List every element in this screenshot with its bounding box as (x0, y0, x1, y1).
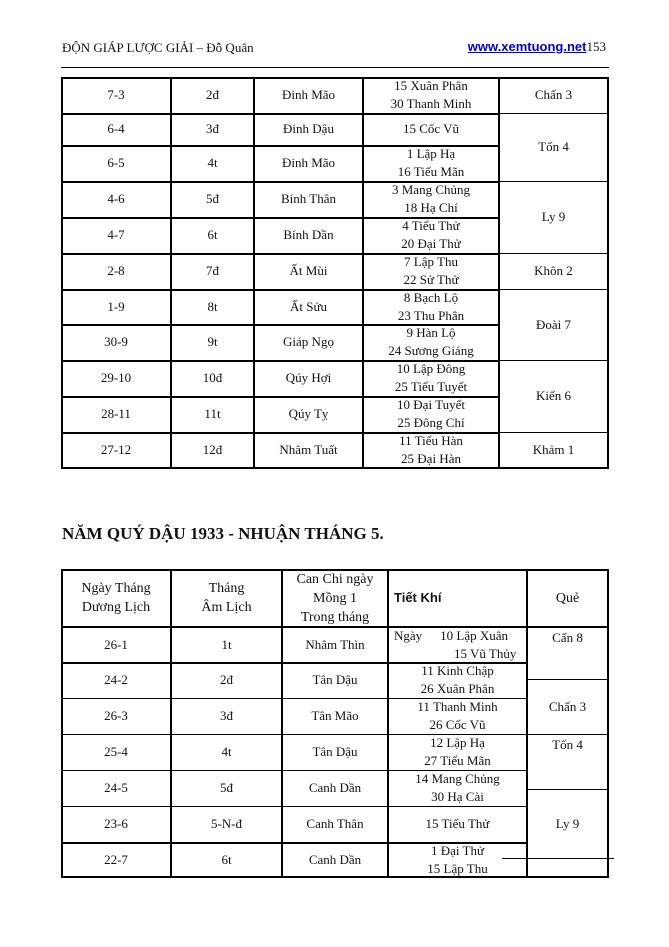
can-chi-cell (254, 289, 363, 324)
tiet-khi-line: 27 Tiểu Mãn (424, 753, 491, 768)
can-chi: Ất Sửu (289, 298, 328, 314)
solar-date: 27-12 (100, 442, 132, 457)
lunar-month: 3đ (206, 121, 219, 136)
tiet-khi-line: 14 Mang Chủng (415, 771, 500, 786)
que-cell (527, 679, 608, 734)
lunar-month-cell (171, 253, 254, 289)
tiet-khi-line: 22 Sử Thử (403, 272, 459, 287)
tiet-khi-cell (363, 324, 499, 360)
lunar-month-cell (171, 806, 282, 842)
lunar-month: 11t (204, 406, 221, 421)
tiet-khi-line: 11 Kinh Chập (421, 663, 494, 678)
tiet-khi-cell (363, 181, 499, 217)
website-link[interactable]: www.xemtuong.net (467, 39, 587, 54)
solar-date: 4-7 (107, 227, 125, 242)
que-label: Chấn 3 (548, 698, 587, 714)
solar-date: 25-4 (104, 744, 128, 759)
solar-date-cell (61, 662, 171, 698)
tiet-khi-line: 15 Xuân Phân (394, 78, 468, 93)
solar-date: 7-3 (107, 87, 125, 102)
can-chi-cell (254, 77, 363, 113)
tiet-khi-line: 16 Tiểu Mãn (397, 164, 465, 179)
lunar-month: 4t (221, 744, 232, 759)
lunar-month: 1t (221, 636, 232, 652)
tiet-khi-cell (363, 360, 499, 396)
can-chi: Đinh Mão (281, 155, 336, 170)
can-chi: Tân Dậu (312, 744, 358, 759)
day-prefix: Ngày (394, 628, 423, 643)
solar-date-cell (61, 698, 171, 734)
header-can-chi (282, 569, 388, 627)
can-chi-cell (282, 806, 388, 842)
can-chi: Qúy Hợi (285, 370, 332, 385)
can-chi-cell (254, 324, 363, 360)
solar-date: 6-4 (107, 121, 125, 136)
que-label: Khôn 2 (534, 263, 573, 278)
solar-date: 29-10 (100, 370, 132, 385)
solar-date: 24-2 (104, 672, 128, 687)
solar-date-cell (61, 324, 171, 360)
tiet-khi-line: 15 Vũ Thủy (454, 646, 517, 661)
document-header-title: ĐỘN GIÁP LƯỢC GIẢI – Đỗ Quân (62, 40, 254, 55)
que-label: Khảm 1 (532, 442, 575, 457)
lunar-month-cell (171, 627, 282, 662)
solar-date: 1-9 (107, 298, 125, 314)
solar-date-cell (61, 770, 171, 806)
solar-date: 2-8 (107, 263, 125, 278)
tiet-khi-line: 25 Đại Hàn (401, 451, 461, 466)
tiet-khi-line: 30 Thanh Minh (390, 96, 472, 111)
tiet-khi-line: 10 Đại Tuyết (397, 397, 465, 412)
que-cell (527, 789, 608, 858)
lunar-month: 9t (207, 334, 218, 349)
solar-date-cell (61, 842, 171, 877)
tiet-khi-line: 10 Lập Xuân (440, 628, 509, 643)
document-header-right (468, 39, 606, 55)
solar-date-cell (61, 360, 171, 396)
can-chi: Đinh Mão (281, 87, 336, 102)
lunar-month-cell (171, 324, 254, 360)
lunar-month-cell (171, 698, 282, 734)
lunar-month-cell (171, 217, 254, 253)
tiet-khi-cell (363, 396, 499, 432)
tiet-khi-cell (388, 842, 527, 877)
can-chi: Canh Dần (308, 851, 362, 867)
que-label: Tốn 4 (538, 139, 569, 154)
solar-date: 22-7 (104, 851, 128, 867)
tiet-khi-line: 15 Cốc Vũ (402, 121, 460, 136)
que-cell (499, 253, 608, 289)
solar-date: 6-5 (107, 155, 125, 170)
tiet-khi-cell (363, 217, 499, 253)
can-chi: Giáp Ngọ (283, 334, 334, 349)
lunar-month-cell (171, 734, 282, 770)
solar-date-cell (61, 289, 171, 324)
tiet-khi-cell (363, 77, 499, 113)
can-chi-cell (254, 113, 363, 145)
lunar-month: 10đ (202, 370, 223, 385)
que-cell (499, 360, 608, 432)
que-cell (527, 734, 608, 789)
can-chi-cell (282, 842, 388, 877)
header-text: Mồng 1 (313, 590, 357, 606)
tiet-khi-line: 25 Đông Chí (397, 415, 465, 430)
que-cell (527, 627, 608, 679)
can-chi-cell (254, 360, 363, 396)
lunar-month-cell (171, 77, 254, 113)
que-cell (499, 181, 608, 253)
header-tiet-khi (388, 569, 527, 627)
solar-date: 28-11 (101, 406, 131, 421)
solar-date: 30-9 (104, 334, 128, 349)
tiet-khi-cell (363, 113, 499, 145)
tiet-khi-line: 20 Đại Thử (401, 236, 461, 251)
tiet-khi-line: 26 Cốc Vũ (429, 717, 486, 732)
tiet-khi-line: 24 Sương Giáng (388, 343, 474, 358)
que-cell (499, 77, 608, 113)
lunar-month: 7đ (206, 263, 219, 278)
tiet-khi-line: 11 Tiểu Hàn (399, 433, 463, 448)
header-solar-date (61, 569, 171, 627)
tiet-khi-cell (363, 289, 499, 324)
tiet-khi-cell (388, 806, 527, 842)
solar-date-cell (61, 113, 171, 145)
lunar-month-cell (171, 432, 254, 468)
tiet-khi-line: 3 Mang Chủng (392, 182, 470, 197)
que-label: Cấn 8 (552, 630, 583, 645)
can-chi-cell (282, 770, 388, 806)
tiet-khi-line: 23 Thu Phân (397, 307, 465, 323)
can-chi: Nhâm Thìn (305, 636, 365, 652)
que-cell (499, 432, 608, 468)
lunar-month: 2đ (220, 672, 233, 687)
tiet-khi-cell (388, 734, 527, 770)
header-lunar-month (171, 569, 282, 627)
que-cell (499, 113, 608, 181)
can-chi-cell (282, 734, 388, 770)
tiet-khi-line: 7 Lập Thu (404, 254, 458, 269)
que-label: Đoài 7 (535, 316, 572, 332)
tiet-khi-cell (363, 253, 499, 289)
tiet-khi-line: 26 Xuân Phân (420, 681, 495, 696)
lunar-month-cell (171, 770, 282, 806)
solar-date-cell (61, 217, 171, 253)
solar-date-cell (61, 145, 171, 181)
tiet-khi-cell (363, 432, 499, 468)
lunar-month: 5đ (220, 780, 233, 795)
header-text: Can Chi ngày (296, 571, 374, 587)
tiet-khi-cell (388, 662, 527, 698)
solar-date-cell (61, 396, 171, 432)
can-chi: Ất Mùi (289, 263, 328, 278)
solar-date: 4-6 (107, 191, 125, 206)
solar-date: 26-3 (104, 708, 128, 723)
can-chi-cell (254, 217, 363, 253)
can-chi-cell (254, 253, 363, 289)
tiet-khi-line: 15 Tiểu Thử (425, 816, 490, 831)
tiet-khi-line: 30 Hạ Cài (431, 789, 484, 804)
lunar-month: 8t (207, 298, 218, 314)
tiet-khi-line: 18 Hạ Chí (404, 200, 458, 215)
can-chi: Tân Dậu (312, 672, 358, 687)
lunar-month-cell (171, 181, 254, 217)
que-label: Ly 9 (541, 209, 566, 224)
can-chi-cell (254, 145, 363, 181)
can-chi: Bính Dần (283, 227, 334, 242)
que-cell (499, 289, 608, 360)
lunar-month-cell (171, 113, 254, 145)
tiet-khi-cell (388, 627, 527, 662)
solar-date: 26-1 (104, 636, 128, 652)
lunar-month: 4t (207, 155, 218, 170)
tiet-khi-line: 10 Lập Đông (396, 361, 466, 376)
que-label: Tốn 4 (552, 737, 583, 752)
lunar-month-cell (171, 289, 254, 324)
lunar-month-cell (171, 360, 254, 396)
solar-date-cell (61, 181, 171, 217)
tiet-khi-line: 25 Tiểu Tuyết (394, 379, 468, 394)
header-text: Âm Lịch (201, 600, 252, 615)
que-label: Chấn 3 (534, 87, 573, 102)
tiet-khi-line: 12 Lập Hạ (430, 735, 485, 750)
solar-date-cell (61, 734, 171, 770)
tiet-khi-cell (363, 145, 499, 181)
lunar-month-cell (171, 662, 282, 698)
tiet-khi-line: 11 Thanh Minh (417, 699, 498, 714)
tiet-khi-line: 1 Đại Thử (430, 842, 485, 858)
can-chi: Canh Dần (308, 780, 362, 795)
tiet-khi-line: 1 Lập Hạ (406, 146, 456, 161)
can-chi-cell (254, 181, 363, 217)
can-chi-cell (282, 698, 388, 734)
header-text: Tiết Khí (394, 590, 442, 605)
lunar-month: 5-N-đ (210, 816, 243, 831)
header-que (527, 569, 608, 627)
can-chi-cell (254, 432, 363, 468)
tiet-khi-cell (388, 770, 527, 806)
que-label: Kiển 6 (535, 388, 572, 403)
header-text: Ngày Tháng (81, 581, 151, 596)
can-chi: Qúy Tỵ (288, 406, 329, 421)
tiet-khi-line: 9 Hàn Lộ (406, 325, 456, 340)
lunar-month-cell (171, 396, 254, 432)
page-number: 153 (586, 39, 606, 54)
can-chi-cell (254, 396, 363, 432)
can-chi: Bính Thân (280, 191, 336, 206)
solar-date-cell (61, 627, 171, 662)
solar-date: 24-5 (104, 780, 128, 795)
tiet-khi-cell (388, 698, 527, 734)
lunar-month: 6t (221, 851, 232, 867)
header-text: Dương Lịch (81, 600, 151, 615)
tiet-khi-line: 15 Lập Thu (427, 860, 488, 876)
lunar-month: 12đ (202, 442, 223, 457)
can-chi: Tân Mão (311, 708, 359, 723)
solar-date-cell (61, 77, 171, 113)
solar-date-cell (61, 806, 171, 842)
solar-date-cell (61, 253, 171, 289)
solar-date: 23-6 (104, 816, 128, 831)
solar-date-cell (61, 432, 171, 468)
tiet-khi-line: 8 Bạch Lộ (403, 289, 459, 305)
lunar-month: 2đ (206, 87, 219, 102)
can-chi-cell (282, 627, 388, 662)
can-chi: Nhâm Tuất (279, 442, 338, 457)
can-chi-cell (282, 662, 388, 698)
lunar-month-cell (171, 145, 254, 181)
can-chi: Đinh Dậu (283, 121, 334, 136)
lunar-month-cell (171, 842, 282, 877)
header-text: Quẻ (555, 590, 580, 606)
lunar-month: 6t (207, 227, 218, 242)
tiet-khi-line: 4 Tiểu Thử (402, 218, 460, 233)
lunar-month: 3đ (220, 708, 233, 723)
section-title: NĂM QUÝ DẬU 1933 - NHUẬN THÁNG 5. (62, 524, 384, 543)
can-chi: Canh Thân (306, 816, 364, 831)
header-text: Tháng (208, 581, 245, 596)
tiet-khi-first-line (388, 627, 527, 645)
header-text: Trong tháng (300, 609, 370, 625)
que-label: Ly 9 (555, 815, 580, 831)
lunar-month: 5đ (206, 191, 219, 206)
header-rule (61, 67, 609, 68)
